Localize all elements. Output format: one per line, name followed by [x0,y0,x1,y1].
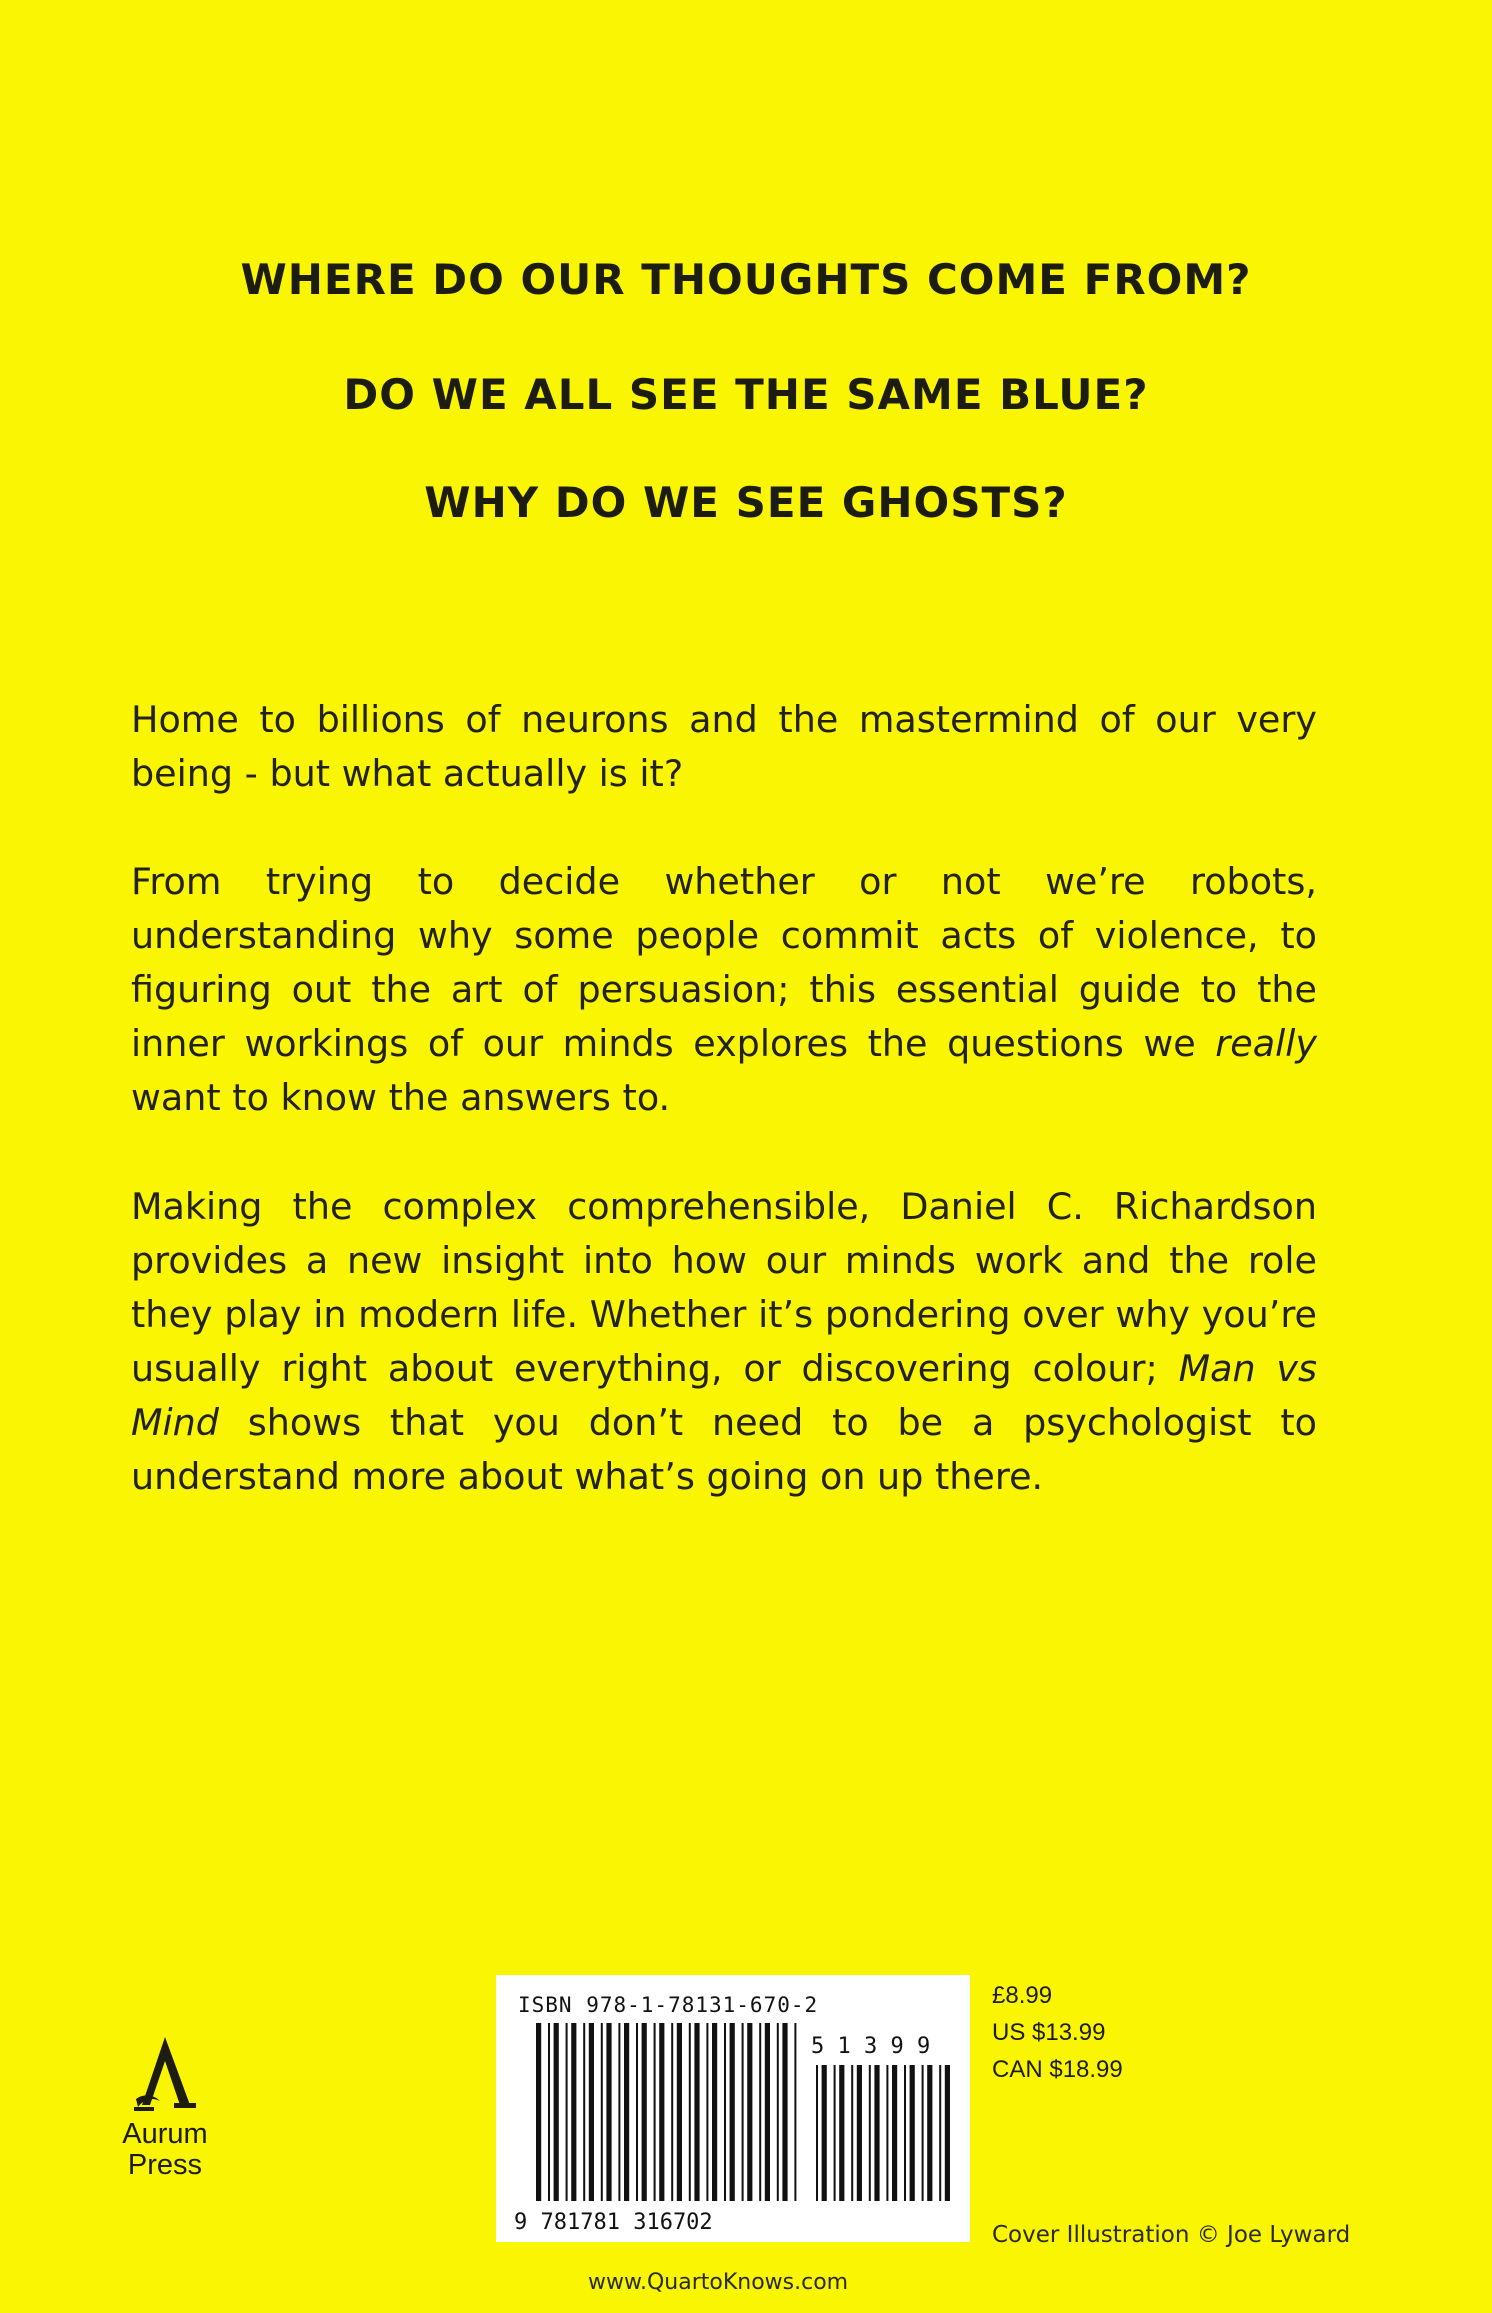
question-blue: DO WE ALL SEE THE SAME BLUE? [343,370,1149,419]
barcode-bar [554,2023,559,2201]
addon-digits: 5 1 3 9 9 [811,2034,931,2059]
barcode-bar [945,2065,950,2201]
price-list [992,1977,1123,2088]
ean-bars [536,2023,796,2201]
barcode-bar [869,2065,871,2201]
barcode-bar [839,2065,844,2201]
addon-bars [816,2065,950,2201]
barcode-bar [548,2023,550,2201]
barcode-graphic [496,1975,970,2242]
barcode-bar [571,2023,576,2201]
aurum-a-icon [130,2035,200,2115]
barcode-bar [759,2023,761,2201]
price-gbp: £8.99 [992,1982,1053,2009]
barcode-bar [642,2023,647,2201]
barcode-bar [654,2023,656,2201]
barcode-bar [730,2023,735,2201]
barcode-label [496,1975,970,2242]
barcode-bar [777,2023,779,2201]
barcode-bar [747,2023,752,2201]
barcode-bar [724,2023,726,2201]
barcode-bar [618,2023,620,2201]
question-ghosts: WHY DO WE SEE GHOSTS? [424,478,1068,527]
barcode-bar [589,2023,594,2201]
publisher-name-line1: Aurum [122,2118,208,2150]
barcode-bar [794,2023,796,2201]
barcode-bar [624,2023,629,2201]
barcode-bar [742,2023,744,2201]
barcode-bar [857,2065,862,2201]
barcode-bar [583,2023,585,2201]
barcode-bar [566,2023,568,2201]
blurb-paragraph-2: From trying to decide whether or not we’re robots, understanding why some people commit acts of violence, to figuring out the art of persuasion; this essential guide to the inner workings of our minds explores the questions we really want to know the answers to. [131,860,1317,1119]
barcode-bar [606,2023,611,2201]
barcode-bar [816,2065,818,2201]
barcode-bar [659,2023,664,2201]
barcode-bar [904,2065,906,2201]
barcode-bar [636,2023,638,2201]
publisher-name-line2: Press [127,2149,203,2181]
barcode-bar [851,2065,853,2201]
barcode-bar [834,2065,836,2201]
barcode-bar [922,2065,924,2201]
barcode-bar [874,2065,879,2201]
isbn-text: ISBN 978-1-78131-670-2 [518,1993,819,2017]
emphasis-really: really [1215,1022,1317,1065]
barcode-bar [892,2065,897,2201]
barcode-bar [671,2023,673,2201]
price-usd: US $13.99 [992,2019,1106,2046]
question-thoughts: WHERE DO OUR THOUGHTS COME FROM? [240,255,1252,304]
barcode-bar [765,2023,770,2201]
barcode-bar [910,2065,915,2201]
barcode-bar [927,2065,932,2201]
blurb-paragraph-3: Making the complex comprehensible, Daniel C. Richardson provides a new insight into how our minds work and the role they play in modern life. Whether it’s pondering over why you’re usually right about everything, or discovering colour; Man vs Mind shows that you don’t need to be a psychologist to understand more about what’s going on up there. [131,1185,1317,1498]
barcode-bar [689,2023,691,2201]
barcode-bar [822,2065,827,2201]
barcode-bar [706,2023,708,2201]
publisher-logo [110,2035,220,2181]
barcode-bar [939,2065,941,2201]
price-cad: CAN $18.99 [992,2056,1123,2083]
book-title-italic: Man vs Mind [131,1347,1317,1444]
ean-digits: 9 781781 316702 [514,2210,713,2235]
publisher-url: www.QuartoKnows.com [588,2270,849,2295]
barcode-bar [782,2023,787,2201]
barcode-bar [536,2023,541,2201]
blurb-paragraph-1: Home to billions of neurons and the mastermind of our very being - but what actually is it? [131,698,1317,795]
barcode-bar [712,2023,717,2201]
barcode-bar [677,2023,682,2201]
barcode-bar [694,2023,699,2201]
cover-illustration-credit: Cover Illustration © Joe Lyward [992,2222,1351,2248]
barcode-bar [886,2065,888,2201]
barcode-bar [601,2023,603,2201]
